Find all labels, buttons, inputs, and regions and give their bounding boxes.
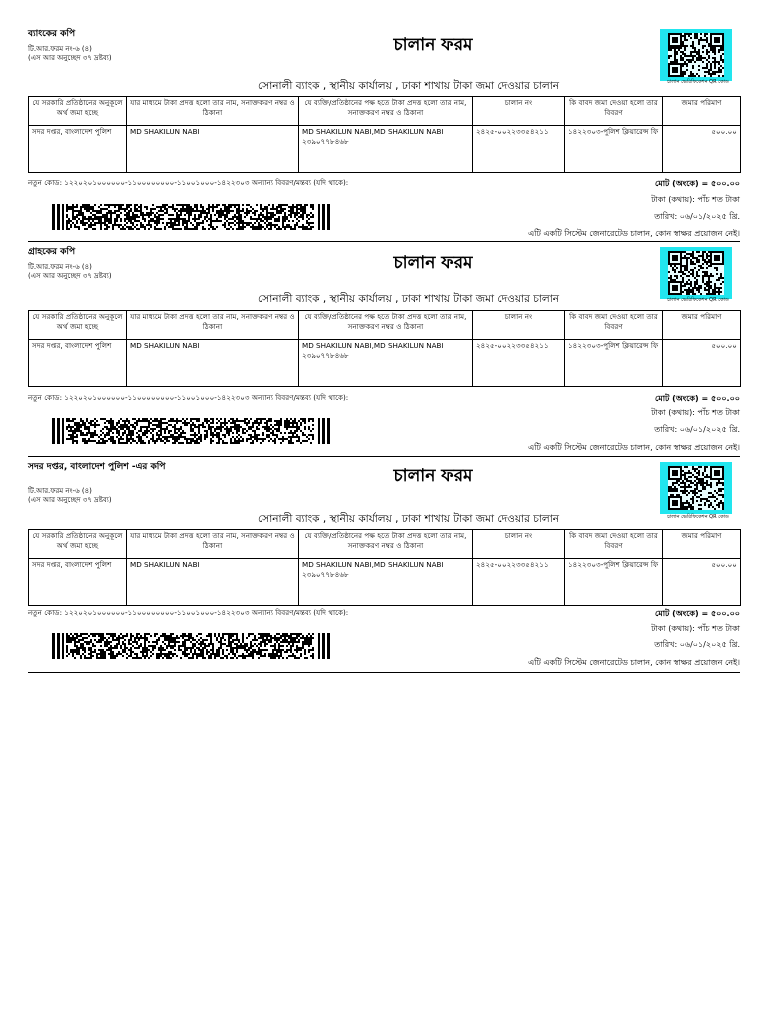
form-rule: (এস আর অনুচ্ছেদ ৩৭ দ্রষ্টব্য): [28, 54, 112, 62]
header-behalf: যে ব্যক্তি/প্রতিষ্ঠানের পক্ষ হতে টাকা প্রদত্ত হলো তার নাম, সনাক্তকরণ নম্বর ও ঠিকানা: [299, 311, 473, 340]
cell-payer: MD SHAKILUN NABI: [127, 340, 299, 387]
header-amount: জমার পরিমাণ: [663, 530, 741, 559]
header-institution: যে সরকারি প্রতিষ্ঠানের অনুকূলে অর্থ জমা হচ্ছে: [29, 97, 127, 126]
new-code-line: নতুন কোড: ১২২০২০১০০০০০০-১১০০০০০০০০-১১০০১০০০-১৪২২৩০৩ অন্যান্য বিবরণ/মন্তব্য (যদি থাকে):: [28, 178, 349, 187]
form-number: টি.আর.ফরম নং-৬ (৪): [28, 263, 92, 271]
header-institution: যে সরকারি প্রতিষ্ঠানের অনুকূলে অর্থ জমা হচ্ছে: [29, 530, 127, 559]
new-code-line: নতুন কোড: ১২২০২০১০০০০০০-১১০০০০০০০০-১১০০১০০০-১৪২২৩০৩ অন্যান্য বিবরণ/মন্তব্য (যদি থাকে):: [28, 608, 349, 617]
cell-purpose: ১৪২২৩০৩-পুলিশ ক্লিয়ারেন্স ফি: [565, 126, 663, 173]
qr-code-icon: [668, 251, 724, 295]
copy-label: গ্রাহকের কপি: [28, 247, 76, 257]
copy-label: ব্যাংকের কপি: [28, 29, 76, 39]
cell-institution: সদর দপ্তর, বাংলাদেশ পুলিশ: [29, 340, 127, 387]
behalf-name: MD SHAKILUN NABI,MD SHAKILUN NABI: [302, 560, 444, 569]
cell-payer: MD SHAKILUN NABI: [127, 559, 299, 606]
table-header-row: [29, 311, 741, 340]
qr-code-icon: [668, 466, 724, 510]
behalf-name: MD SHAKILUN NABI,MD SHAKILUN NABI: [302, 341, 444, 350]
behalf-id: ২৩৯০৭৭৮৪৬৮: [302, 351, 349, 360]
cell-amount: ৫০০.০০: [663, 559, 741, 606]
header-payer: যার মাধ্যমে টাকা প্রদত্ত হলো তার নাম, সনাক্তকরণ নম্বর ও ঠিকানা: [127, 97, 299, 126]
challan-copy-customer: [28, 246, 740, 458]
behalf-id: ২৩৯০৭৭৮৪৬৮: [302, 570, 349, 579]
system-note: এটি একটি সিস্টেম জেনারেটেড চালান, কোন স্বাক্ষর প্রয়োজন নেই।: [528, 658, 740, 667]
qr-caption: চালান ভেরিফিকেশন QR কোড: [667, 79, 729, 85]
challan-table: [28, 96, 741, 173]
header-purpose: কি বাবদ জমা দেওয়া হলো তার বিবরণ: [565, 97, 663, 126]
qr-code-icon: [668, 33, 724, 77]
cell-purpose: ১৪২২৩০৩-পুলিশ ক্লিয়ারেন্স ফি: [565, 559, 663, 606]
copy-divider: [28, 456, 740, 457]
header-purpose: কি বাবদ জমা দেওয়া হলো তার বিবরণ: [565, 530, 663, 559]
challan-subtitle: সোনালী ব্যাংক , স্থানীয় কার্যালয় , ঢাকা শাখায় টাকা জমা দেওয়ার চালান: [258, 293, 560, 305]
table-row: [29, 340, 741, 387]
behalf-id: ২৩৯০৭৭৮৪৬৮: [302, 137, 349, 146]
copy-divider: [28, 241, 740, 242]
cell-behalf: [299, 340, 473, 387]
challan-table: [28, 529, 741, 606]
cell-institution: সদর দপ্তর, বাংলাদেশ পুলিশ: [29, 559, 127, 606]
qr-caption: চালান ভেরিফিকেশন QR কোড: [667, 514, 729, 520]
qr-code: [660, 462, 732, 514]
challan-copy-police-hq: [28, 461, 740, 673]
header-challan-no: চালান নং: [473, 311, 565, 340]
form-rule: (এস আর অনুচ্ছেদ ৩৭ দ্রষ্টব্য): [28, 496, 112, 504]
form-number: টি.আর.ফরম নং-৬ (৪): [28, 45, 92, 53]
form-title: চালান ফরম: [393, 466, 473, 486]
cell-amount: ৫০০.০০: [663, 126, 741, 173]
table-header-row: [29, 530, 741, 559]
system-note: এটি একটি সিস্টেম জেনারেটেড চালান, কোন স্বাক্ষর প্রয়োজন নেই।: [528, 443, 740, 452]
challan-date: তারিখ: ০৬/০১/২০২৫ খ্রি.: [654, 212, 740, 221]
header-purpose: কি বাবদ জমা দেওয়া হলো তার বিবরণ: [565, 311, 663, 340]
total-amount: মোট (অংকে) = ৫০০.০০: [655, 179, 740, 188]
challan-copy-bank: [28, 28, 740, 240]
amount-in-words: টাকা (কথায়): পাঁচ শত টাকা: [651, 195, 740, 204]
amount-in-words: টাকা (কথায়): পাঁচ শত টাকা: [651, 408, 740, 417]
header-amount: জমার পরিমাণ: [663, 311, 741, 340]
form-title: চালান ফরম: [393, 35, 473, 55]
total-amount: মোট (অংকে) = ৫০০.০০: [655, 609, 740, 618]
cell-challan-no: ২৪২৫-০০২২৩৩৫৪২১১: [473, 340, 565, 387]
header-behalf: যে ব্যক্তি/প্রতিষ্ঠানের পক্ষ হতে টাকা প্রদত্ত হলো তার নাম, সনাক্তকরণ নম্বর ও ঠিকানা: [299, 97, 473, 126]
barcode-icon: [52, 204, 336, 230]
challan-table: [28, 310, 741, 387]
qr-code: [660, 29, 732, 81]
challan-date: তারিখ: ০৬/০১/২০২৫ খ্রি.: [654, 425, 740, 434]
copy-divider: [28, 672, 740, 673]
challan-subtitle: সোনালী ব্যাংক , স্থানীয় কার্যালয় , ঢাকা শাখায় টাকা জমা দেওয়ার চালান: [258, 80, 560, 92]
cell-behalf: [299, 126, 473, 173]
header-challan-no: চালান নং: [473, 97, 565, 126]
cell-institution: সদর দপ্তর, বাংলাদেশ পুলিশ: [29, 126, 127, 173]
table-row: [29, 126, 741, 173]
cell-amount: ৫০০.০০: [663, 340, 741, 387]
header-payer: যার মাধ্যমে টাকা প্রদত্ত হলো তার নাম, সনাক্তকরণ নম্বর ও ঠিকানা: [127, 530, 299, 559]
total-amount: মোট (অংকে) = ৫০০.০০: [655, 394, 740, 403]
form-rule: (এস আর অনুচ্ছেদ ৩৭ দ্রষ্টব্য): [28, 272, 112, 280]
qr-caption: চালান ভেরিফিকেশন QR কোড: [667, 297, 729, 303]
qr-code: [660, 247, 732, 299]
barcode-icon: [52, 633, 336, 659]
new-code-line: নতুন কোড: ১২২০২০১০০০০০০-১১০০০০০০০০-১১০০১০০০-১৪২২৩০৩ অন্যান্য বিবরণ/মন্তব্য (যদি থাকে):: [28, 393, 349, 402]
amount-in-words: টাকা (কথায়): পাঁচ শত টাকা: [651, 624, 740, 633]
challan-date: তারিখ: ০৬/০১/২০২৫ খ্রি.: [654, 640, 740, 649]
cell-challan-no: ২৪২৫-০০২২৩৩৫৪২১১: [473, 559, 565, 606]
header-behalf: যে ব্যক্তি/প্রতিষ্ঠানের পক্ষ হতে টাকা প্রদত্ত হলো তার নাম, সনাক্তকরণ নম্বর ও ঠিকানা: [299, 530, 473, 559]
form-number: টি.আর.ফরম নং-৬ (৪): [28, 487, 92, 495]
cell-challan-no: ২৪২৫-০০২২৩৩৫৪২১১: [473, 126, 565, 173]
challan-subtitle: সোনালী ব্যাংক , স্থানীয় কার্যালয় , ঢাকা শাখায় টাকা জমা দেওয়ার চালান: [258, 513, 560, 525]
table-header-row: [29, 97, 741, 126]
system-note: এটি একটি সিস্টেম জেনারেটেড চালান, কোন স্বাক্ষর প্রয়োজন নেই।: [528, 229, 740, 238]
cell-payer: MD SHAKILUN NABI: [127, 126, 299, 173]
copy-label: সদর দপ্তর, বাংলাদেশ পুলিশ -এর কপি: [28, 462, 166, 472]
cell-purpose: ১৪২২৩০৩-পুলিশ ক্লিয়ারেন্স ফি: [565, 340, 663, 387]
header-payer: যার মাধ্যমে টাকা প্রদত্ত হলো তার নাম, সনাক্তকরণ নম্বর ও ঠিকানা: [127, 311, 299, 340]
cell-behalf: [299, 559, 473, 606]
table-row: [29, 559, 741, 606]
behalf-name: MD SHAKILUN NABI,MD SHAKILUN NABI: [302, 127, 444, 136]
header-amount: জমার পরিমাণ: [663, 97, 741, 126]
header-institution: যে সরকারি প্রতিষ্ঠানের অনুকূলে অর্থ জমা হচ্ছে: [29, 311, 127, 340]
header-challan-no: চালান নং: [473, 530, 565, 559]
barcode-icon: [52, 418, 336, 444]
form-title: চালান ফরম: [393, 253, 473, 273]
